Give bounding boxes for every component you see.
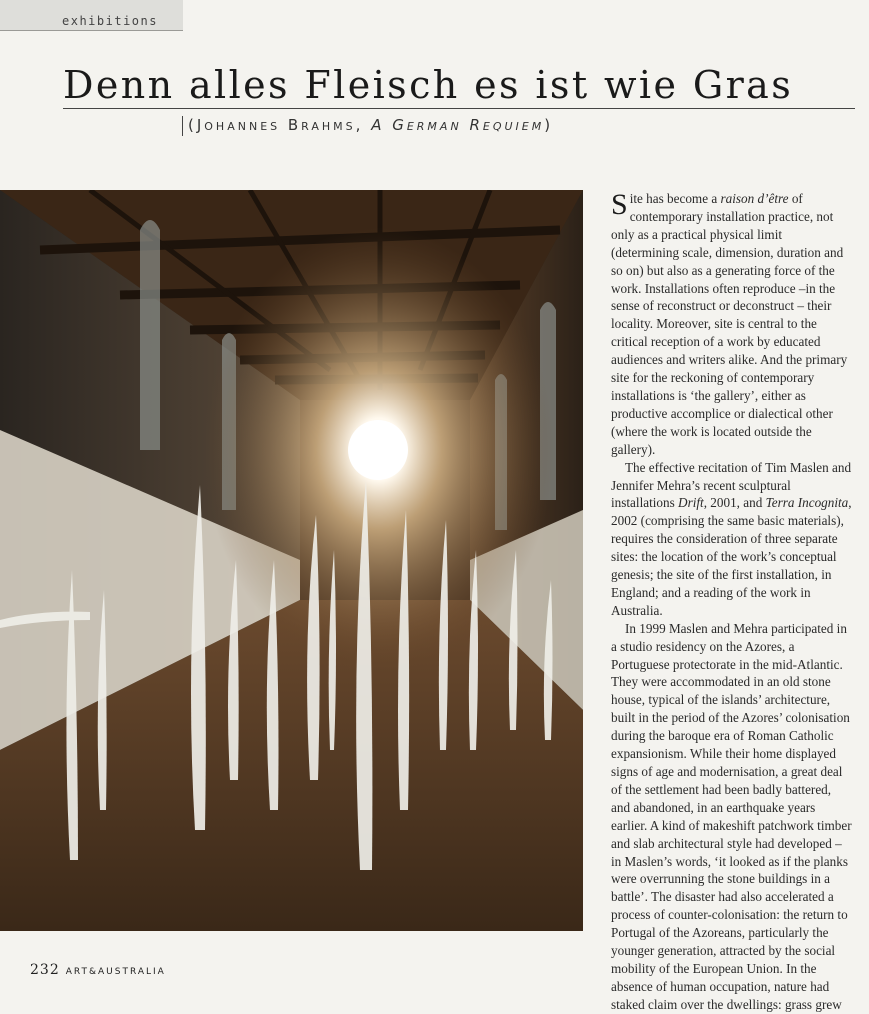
p2-italic-1: Drift [678, 495, 704, 511]
p2-italic-2: Terra Incognita [765, 495, 849, 511]
page-footer [30, 962, 166, 978]
section-label: exhibitions [62, 14, 158, 28]
subtitle-bar [182, 116, 183, 136]
paragraph-3: In 1999 Maslen and Mehra participated in a studio residency on the Azores, a Portuguese protectorate in the mid-Atlantic. They were accommodated in an old stone house, typical of the islands’ architecture, built in the period of the Azores’ colonisation during the baroque era of Roman Catholic expansionism. While their home displayed signs of age and modernisation, a great deal of the settlement had been badly battered, and abandoned, in an earthquake years earlier. A kind of makeshift patchwork timber and slab architectural style had developed – in Maslen’s words, ‘it looked as if the planks were overrunning the stone buildings in a battle’. The disaster had also accelerated a process of counter-colonisation: the return to Portugal of the Azoreans, particularly the younger generation, attracted by the social mobility of the European Union. In the absence of human occupation, nature had staked claim over the dwellings: grass grew [611, 620, 852, 1012]
p2-text-b: , 2001, and [703, 495, 766, 511]
subtitle-suffix: ) [544, 116, 554, 134]
subtitle-prefix: (Johannes Brahms, [188, 116, 372, 134]
p1-text-b: of contemporary installation practice, not only as a practical physical limit (determining scale, dimension, duration and so on) but also as a generating force of the work. Installations often reproduce –in the sense of reconstruct or deconstruct – their locality. Moreover, site is central to the critical reception of a work by educated audiences and writers alike. And the primary site for the reckoning of contemporary installations is ‘the gallery’, either as productive accomplice or dialectical other (where the work is located outside the gallery). [611, 191, 848, 457]
subtitle-work: A German Requiem [371, 116, 545, 134]
p1-text-a: ite has become a [629, 191, 721, 206]
magazine-name: ART&AUSTRALIA [65, 967, 166, 977]
article-subtitle [188, 116, 553, 134]
paragraph-2 [611, 459, 852, 620]
article-title: Denn alles Fleisch es ist wie Gras [63, 63, 794, 107]
paragraph-1 [611, 190, 852, 459]
page-number: 232 [30, 962, 60, 978]
article-body [611, 190, 852, 1014]
drop-cap: S [611, 188, 628, 221]
p1-italic: raison d’être [720, 191, 789, 206]
title-rule [63, 108, 855, 109]
installation-photo [0, 190, 583, 931]
p2-text-a: The effective recitation of Tim Maslen and Jennifer Mehra’s recent sculptural installations [611, 459, 852, 511]
p2-text-c: , 2002 (comprising the same basic materials), requires the consideration of three separate sites: the location of the work’s conceptual genesis; the site of the first installation, in England; and a reading of the work in Australia. [611, 495, 852, 618]
